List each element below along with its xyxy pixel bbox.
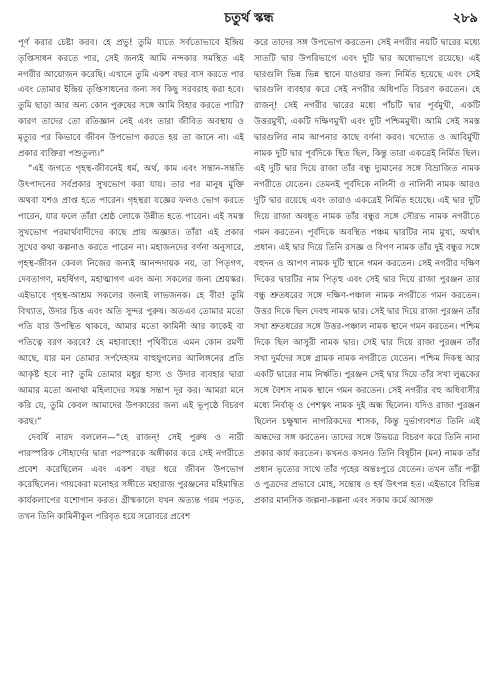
left-column [18, 36, 244, 666]
page-number: ২৮৯ [452, 11, 478, 26]
paragraph: “এই জগতে গৃহস্থ-জীবনেই ধর্ম, অর্থ, কাম এবং সন্তান-সন্ততি উৎপাদনের সর্বপ্রকার সুখভোগ করা যায়। তার পর মানুষ মুক্তি অথবা যশও প্রাপ্ত হতে পারেন। গৃহস্থরা যজ্ঞের ফলও ভোগ করতে পারেন, যার ফলে তাঁরা শ্রেষ্ঠ লোকে উন্নীত হতে পারেন। এই সমস্ত সুখভোগ পরমার্থবাদীদের কাছে প্রায় অজ্ঞাত। তাঁরা এই প্রকার সুখের কথা কল্পনাও করতে পারেন না। মহাজনদের বর্ণনা অনুসারে, গৃহস্থ-জীবন কেবল নিজের জন্যই আনন্দদায়ক নয়, তা পিতৃগণ, দেবতাগণ, মহর্ষিগণ, মহাত্মাগণ এবং অন্য সকলের জন্য শ্রেয়স্কর। এইভাবে গৃহস্থ-আশ্রম সকলের জন্যই লাভজনক। হে বীর! তুমি বিখ্যাত, উদার চিত্ত এবং অতি সুন্দর পুরুষ। অতএব তোমার মতো পতি যার উপস্থিত থাকবে, আমার মতো কামিনী আর কাকেই বা পতিত্বে বরণ করবে? হে মহাবাহো! পৃথিবীতে এমন কোন রমণী আছে, যার মন তোমার সর্পদেহসম বাহুযুগলের আলিঙ্গনের প্রতি আকৃষ্ট হবে না? তুমি তোমার মধুর হাস্য ও উদার ব্যবহার দ্বারা আমার মতো অনাথা মহিলাদের সমস্ত সন্তাপ দূর কর। আমরা মনে করি যে, তুমি কেবল আমাদের উপকারের জন্য এই ভূপৃষ্ঠে বিচরণ করছ।” [18, 164, 244, 428]
text-columns [18, 36, 480, 666]
paragraph: করে তাদের সঙ্গ উপভোগ করতেন। সেই নগরীর নয়টি দ্বারের মধ্যে সাতটি দ্বার উপরিভাগে এবং দুটি দ্বার অধোভাগে রয়েছে। এই দ্বারগুলি ভিন্ন ভিন্ন স্থানে যাওয়ার জন্য নির্মিত হয়েছে এবং সেই দ্বারগুলি ব্যবহার করে সেই নগরীর অধিপতি বিচরণ করতেন। হে রাজন্! সেই নগরীর দ্বারের মধ্যে পাঁচটি দ্বার পূর্বমুখী, একটি উত্তরমুখী, একটি দক্ষিণমুখী এবং দুটি পশ্চিমমুখী। আমি সেই সমস্ত দ্বারগুলির নাম আপনার কাছে বর্ণনা করব। খদ্যোত ও আবির্মুখী নামক দুটি দ্বার পূর্বদিকে স্থিত ছিল, কিন্তু তারা একত্রেই নির্মিত ছিল। এই দুটি দ্বার দিয়ে রাজা তাঁর বন্ধু দ্যুমানের সঙ্গে বিভ্রাজিত নামক নগরীতে যেতেন। তেমনই পূর্বদিকে নলিনী ও নালিনী নামক আরও দুটি দ্বার রয়েছে এবং তারাও একত্রেই নির্মিত হয়েছে। এই দ্বার দুটি দিয়ে রাজা অবধূত নামক তাঁর বন্ধুর সঙ্গে সৌরভ নামক নগরীতে গমন করতেন। পূর্বদিকে অবস্থিত পঞ্চম দ্বারটির নাম মুখ্য, অর্থাৎ প্রধান। এই দ্বার দিয়ে তিনি রসজ্ঞ ও বিপণ নামক তাঁর দুই বন্ধুর সঙ্গে বহুদন ও আপণ নামক দুটি স্থানে গমন করতেন। সেই নগরীর দক্ষিণ দিকের দ্বারটির নাম পিতৃহু এবং সেই দ্বার দিয়ে রাজা পুরঞ্জন তার বন্ধু শ্রুতধরের সঙ্গে দক্ষিণ-পঞ্চাল নামক নগরীতে গমন করতেন। উত্তর দিকে ছিল দেবহু নামক দ্বার। সেই দ্বার দিয়ে রাজা পুরঞ্জন তাঁর সখা শ্রুতধরের সঙ্গে উত্তর-পঞ্চাল নামক স্থানে গমন করতেন। পশ্চিম দিকে ছিল আসুরী নামক দ্বার। সেই দ্বার দিয়ে রাজা পুরঞ্জন তাঁর সখা দুর্মদের সঙ্গে গ্রামক নামক নগরীতে যেতেন। পশ্চিম দিকস্থ আর একটি দ্বারের নাম নির্ঋতি। পুরঞ্জন সেই দ্বার দিয়ে তাঁর সখা লুব্ধকের সঙ্গে বৈশস নামক স্থানে গমন করতেন। সেই নগরীর বহু অধিবাসীর মধ্যে নির্বাক্ ও পেশস্কৃৎ নামক দুই অন্ধ ছিলেন। যদিও রাজা পুরঞ্জন ছিলেন চক্ষুষ্মান নাগরিকদের শাসক, কিন্তু দুর্ভাগ্যবশত তিনি এই অন্ধদের সঙ্গ করতেন। তাদের সঙ্গে উভয়ত্র বিচরণ করে তিনি নানা প্রকার কার্য করতেন। কখনও কখনও তিনি বিষূচীন (মন) নামক তাঁর প্রধান ভৃত্যের সাথে তাঁর গৃহের অন্তঃপুরে যেতেন। তখন তাঁর পত্নী ও পুত্রদের প্রভাবে মোহ, সন্তোষ ও হর্ষ উৎপন্ন হত। এইভাবে বিভিন্ন প্রকার মানসিক জল্পনা-কল্পনা এবং সকাম কর্মে আসক্ত [254, 38, 480, 507]
paragraph: দেবর্ষি নারদ বললেন—“হে রাজন্! সেই পুরুষ ও নারী পারস্পরিক সৌহার্দের দ্বারা পরস্পরকে অঙ্গীকার করে সেই নগরীতে প্রবেশ করেছিলেন এবং একশ বছর ধরে জীবন উপভোগ করেছিলেন। গায়কেরা মনোহর সঙ্গীতে মহারাজ পুরঞ্জনের মহিমান্বিত কার্যকলাপের যশোগান করত। গ্রীষ্মকালে যখন অত্যন্ত গরম পড়ত, তখন তিনি কামিনীকুল পরিবৃত হয়ে সরোবরে প্রবেশ [18, 432, 244, 522]
paragraph: পূর্ণ করার চেষ্টা করব। হে প্রভু! তুমি যাতে সর্বতোভাবে ইন্দ্রিয় তৃপ্তিসাধন করতে পার, সেই জন্যই আমি নন্দকার সমস্থিত এই নগরীর আয়োজন করেছি। এখানে তুমি একশ বছর বাস করতে পার এবং তোমার ইন্দ্রিয় তৃপ্তিসাধনের জন্য সব কিছু সরবরাহ করা হবে। তুমি ছাড়া আর অন্য কোন পুরুষের সঙ্গে আমি বিহার করতে পারি? কারণ তাদের তো রতিজ্ঞান নেই এবং তারা জীবিত অবস্থায় ও মৃত্যুর পর কিভাবে জীবন উপভোগ করতে হয় তা জানে না। এই প্রকার ব্যক্তিরা পশুতুল্য।” [18, 38, 244, 159]
right-column [254, 36, 480, 666]
running-title: চতুর্থ স্কন্ধ [224, 11, 274, 26]
page-header [18, 10, 480, 32]
